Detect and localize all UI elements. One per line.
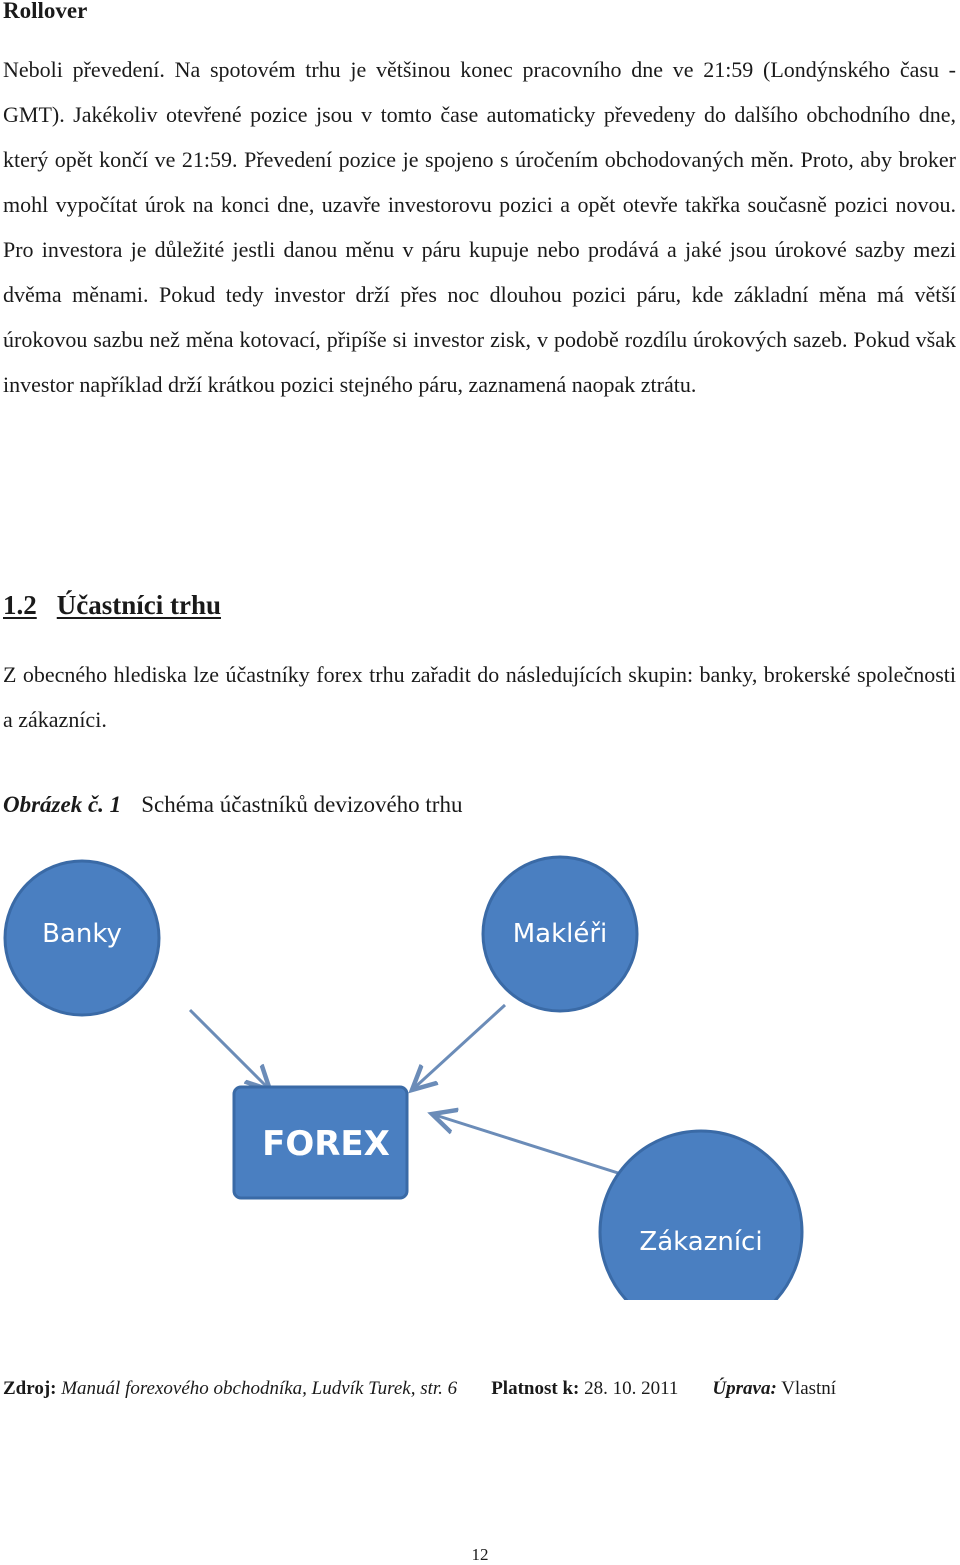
node-zakaznici-label: Zákazníci — [639, 1227, 763, 1257]
node-forex-label: FOREX — [262, 1124, 390, 1164]
figure-label: Obrázek č. 1 — [3, 792, 122, 817]
source-uprava-label: Úprava: — [712, 1378, 777, 1399]
source-uprava-value: Vlastní — [781, 1378, 837, 1399]
participants-diagram — [0, 840, 960, 1300]
rollover-heading: Rollover — [3, 0, 88, 23]
section-paragraph: Z obecného hlediska lze účastníky forex trhu zařadit do následujících skupin: banky, brokerské společnosti a zákazníci. — [3, 662, 956, 732]
section-title: Účastníci trhu — [56, 590, 221, 620]
rollover-paragraph: Neboli převedení. Na spotovém trhu je většinou konec pracovního dne ve 21:59 (Londýnského času - GMT). Jakékoliv otevřené pozice jsou v tomto čase automaticky převedeny do dalšího obchodního dne, který opět končí ve 21:59. Převedení pozice je spojeno s úročením obchodovaných měn. Proto, aby broker mohl vypočítat úrok na konci dne, uzavře investorovu pozici a opět otevře takřka současně pozici novou. Pro investora je důležité jestli danou měnu v páru kupuje nebo prodává a jaké jsou úrokové sazby mezi dvěma měnami. Pokud tedy investor drží přes noc dlouhou pozici páru, kde základní měna má větší úrokovou sazbu než měna kotovací, připíše si investor zisk, v podobě rozdílu úrokových sazeb. Pokud však investor například drží krátkou pozici stejného páru, zaznamená naopak ztrátu. — [3, 57, 956, 397]
source-zdroj-label: Zdroj: — [3, 1378, 57, 1399]
source-platnost-value: 28. 10. 2011 — [584, 1378, 679, 1399]
source-platnost-label: Platnost k: — [491, 1378, 580, 1399]
figure-source — [3, 1378, 836, 1400]
arrow-makleri-forex — [412, 1005, 505, 1090]
page-number: 12 — [471, 1545, 489, 1564]
arrow-banky-forex — [190, 1010, 270, 1090]
figure-caption — [3, 792, 462, 818]
node-makleri-label: Makléři — [512, 919, 608, 949]
source-zdroj-value: Manuál forexového obchodníka, Ludvík Turek, str. 6 — [61, 1378, 458, 1399]
arrow-zakaznici-forex — [432, 1114, 640, 1180]
node-banky-label: Banky — [42, 919, 122, 949]
section-heading — [3, 590, 221, 621]
section-number: 1.2 — [3, 590, 37, 620]
node-zakaznici — [600, 1131, 802, 1300]
figure-caption-text: Schéma účastníků devizového trhu — [141, 792, 463, 817]
